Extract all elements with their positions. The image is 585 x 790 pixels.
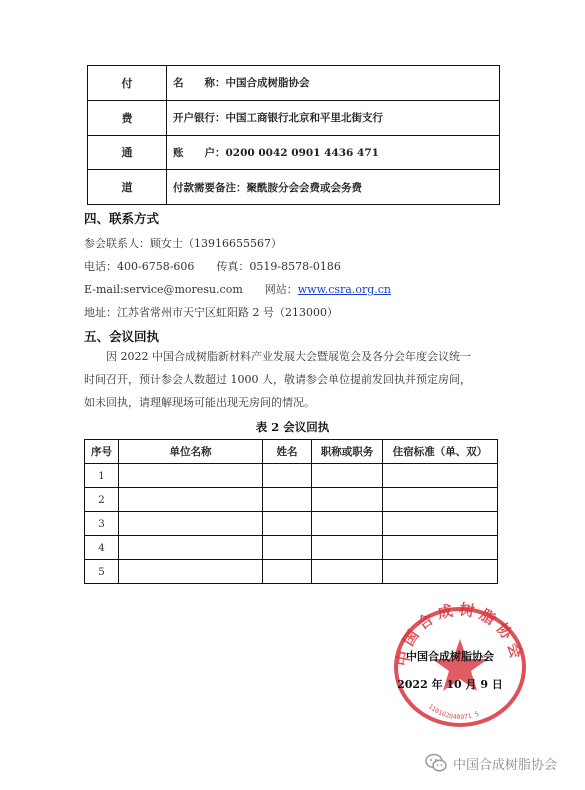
cell-title[interactable] xyxy=(312,536,383,560)
payment-key: 开户银行： xyxy=(173,112,226,125)
payment-row xyxy=(88,100,500,135)
payment-row-value xyxy=(167,170,500,205)
wechat-watermark xyxy=(425,752,557,774)
cell-unit[interactable] xyxy=(119,488,263,512)
payment-key: 账 户： xyxy=(173,146,226,159)
contact-person: 参会联系人：顾女士（13916655567） xyxy=(84,237,282,250)
cell-lodging[interactable] xyxy=(383,488,498,512)
receipt-paragraph xyxy=(84,345,504,414)
column-header: 序号 xyxy=(85,440,119,464)
cell-title[interactable] xyxy=(312,512,383,536)
website-link[interactable]: www.csra.org.cn xyxy=(297,283,391,296)
table-row xyxy=(85,560,498,584)
contact-email-website xyxy=(84,281,391,297)
row-number: 2 xyxy=(85,488,119,512)
wechat-icon xyxy=(425,753,447,773)
cell-title[interactable] xyxy=(312,464,383,488)
cell-name[interactable] xyxy=(263,488,312,512)
payment-row-label: 道 xyxy=(88,170,167,205)
signing-organization: 中国合成树脂协会 xyxy=(406,650,494,663)
cell-name[interactable] xyxy=(263,512,312,536)
cell-lodging[interactable] xyxy=(383,512,498,536)
cell-title[interactable] xyxy=(312,488,383,512)
cell-name[interactable] xyxy=(263,560,312,584)
contact-phone: 电话：400-6758-606 传真：0519-8578-0186 xyxy=(84,260,341,273)
cell-unit[interactable] xyxy=(119,536,263,560)
official-seal xyxy=(388,601,532,727)
payment-value: 0200 0042 0901 4436 471 xyxy=(225,146,379,159)
payment-row-value xyxy=(167,100,500,135)
payment-row xyxy=(88,135,500,170)
payment-row-label: 费 xyxy=(88,100,167,135)
contact-address: 地址：江苏省常州市天宁区虹阳路 2 号（213000） xyxy=(84,306,338,319)
payment-key: 名 称： xyxy=(173,77,226,90)
cell-title[interactable] xyxy=(312,560,383,584)
contact-email: E-mail:service@moresu.com 网站： xyxy=(84,283,298,296)
section-heading-contact: 四、联系方式 xyxy=(84,211,160,226)
table-caption: 表 2 会议回执 xyxy=(255,420,330,434)
payment-value: 中国工商银行北京和平里北街支行 xyxy=(225,112,383,125)
cell-unit[interactable] xyxy=(119,464,263,488)
payment-row-value xyxy=(167,66,500,101)
table-row xyxy=(85,512,498,536)
signing-date: 2022 年 10 月 9 日 xyxy=(397,678,503,691)
column-header: 单位名称 xyxy=(119,440,263,464)
paragraph-line: 因 2022 中国合成树脂新材料产业发展大会暨展览会及各分会年度会议统一 xyxy=(106,350,471,363)
section-heading-receipt: 五、会议回执 xyxy=(84,329,160,344)
cell-lodging[interactable] xyxy=(383,536,498,560)
payment-row-label: 通 xyxy=(88,135,167,170)
receipt-table xyxy=(84,439,498,584)
cell-name[interactable] xyxy=(263,464,312,488)
payment-row-label: 付 xyxy=(88,66,167,101)
column-header: 住宿标准（单、双） xyxy=(383,440,498,464)
column-header: 姓名 xyxy=(263,440,312,464)
paragraph-line: 如未回执，请理解现场可能出现无房间的情况。 xyxy=(84,396,315,409)
payment-row xyxy=(88,66,500,101)
payment-value: 聚酰胺分会会费或会务费 xyxy=(246,181,362,194)
watermark-text: 中国合成树脂协会 xyxy=(453,757,558,773)
seal-arc-text: 中国合成树脂协会 xyxy=(393,601,527,668)
row-number: 1 xyxy=(85,464,119,488)
table-row xyxy=(85,488,498,512)
payment-table xyxy=(87,65,500,205)
column-header: 职称或职务 xyxy=(312,440,383,464)
seal-number-text: 110102040971 5 xyxy=(426,702,481,722)
row-number: 5 xyxy=(85,560,119,584)
payment-row xyxy=(88,170,500,205)
table-header-row xyxy=(85,440,498,464)
row-number: 3 xyxy=(85,512,119,536)
payment-value: 中国合成树脂协会 xyxy=(225,77,310,90)
cell-lodging[interactable] xyxy=(383,560,498,584)
row-number: 4 xyxy=(85,536,119,560)
cell-unit[interactable] xyxy=(119,512,263,536)
paragraph-line: 时间召开，预计参会人数超过 1000 人，敬请参会单位提前发回执并预定房间， xyxy=(84,373,471,386)
cell-name[interactable] xyxy=(263,536,312,560)
payment-row-value xyxy=(167,135,500,170)
table-row xyxy=(85,536,498,560)
table-row xyxy=(85,464,498,488)
cell-unit[interactable] xyxy=(119,560,263,584)
cell-lodging[interactable] xyxy=(383,464,498,488)
payment-key: 付款需要备注： xyxy=(173,181,247,194)
